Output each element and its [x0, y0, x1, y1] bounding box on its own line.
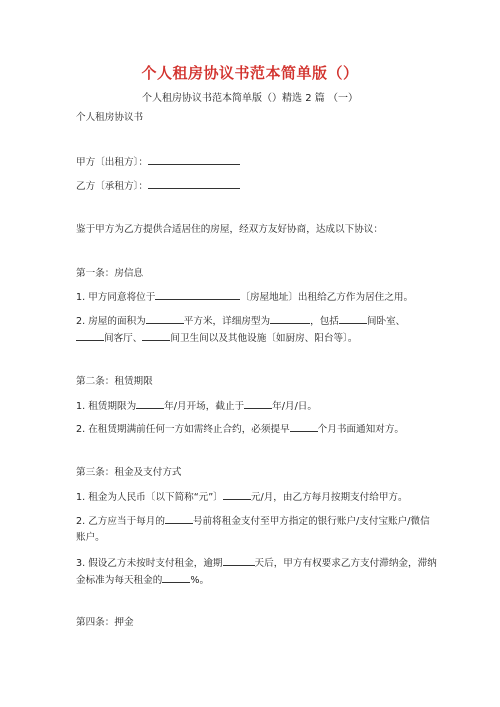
section-3-clause-3-line-2: [76, 572, 416, 589]
clause-text: 号前将租金支付至甲方指定的银行账户/支付宝账户/微信: [192, 516, 430, 527]
address-blank: [155, 289, 240, 300]
section-2-clause-2: [76, 421, 416, 438]
clause-text: 年/月/日。: [272, 401, 317, 412]
bedroom-blank: [339, 313, 367, 324]
party-b-label: 乙方〔承租方〕：: [76, 181, 148, 192]
clause-text: 2. 在租赁期满前任何一方如需终止合约，必须提早: [76, 424, 290, 435]
section-1-clause-2-line-2: [76, 330, 416, 347]
area-blank: [146, 313, 184, 324]
section-3-clause-1: [76, 489, 416, 506]
clause-text: 间卫生间以及其他设施〔如厨房、阳台等〕。: [170, 333, 358, 344]
party-b-blank: [148, 178, 240, 189]
clause-text: 间卧室、: [366, 316, 406, 327]
late-fee-blank: [162, 572, 190, 583]
notice-months-blank: [290, 421, 318, 432]
clause-text: 1. 租金为人民币〔以下简称“元”〕: [76, 492, 223, 503]
clause-text: 个月书面通知对方。: [317, 424, 405, 435]
clause-text: 天后，甲方有权要求乙方支付滞纳金，滞纳: [254, 558, 437, 569]
section-1-heading: 第一条：房信息: [76, 268, 144, 279]
clause-text: 金标准为每天租金的: [76, 575, 163, 586]
party-a-blank: [148, 154, 240, 165]
clause-text: 2. 乙方应当于每月的: [76, 516, 165, 527]
section-3-clause-2-line-1: [76, 513, 430, 530]
party-a-label: 甲方〔出租方〕：: [76, 157, 148, 168]
clause-text: 1. 租赁期限为: [76, 401, 137, 412]
section-2-clause-1: [76, 398, 416, 415]
section-1-clause-2-line-1: [76, 313, 416, 330]
clause-text: ，包括: [310, 316, 339, 327]
start-date-blank: [136, 398, 164, 409]
rent-blank: [223, 489, 251, 500]
party-b-line: [76, 178, 416, 195]
end-date-blank: [244, 398, 272, 409]
overdue-days-blank: [223, 555, 255, 566]
section-3-clause-2-line-2: 账户。: [76, 532, 105, 543]
section-3-heading: 第三条：租金及支付方式: [76, 467, 182, 478]
document-title: 个人租房协议书范本简单版（）: [141, 64, 359, 82]
clause-text: 2. 房屋的面积为: [76, 316, 146, 327]
preamble: 鉴于甲方为乙方提供合适居住的房屋，经双方友好协商，达成以下协议：: [76, 224, 383, 235]
clause-text: 1. 甲方同意将位于: [76, 292, 156, 303]
section-4-heading: 第四条：押金: [76, 617, 134, 628]
clause-text: 间客厅、: [104, 333, 143, 344]
clause-text: 元/月，由乙方每月按期支付给甲方。: [250, 492, 408, 503]
section-3-clause-3-line-1: [76, 555, 437, 572]
bathroom-blank: [142, 330, 170, 341]
clause-text: 3. 假设乙方未按时支付租金，逾期: [76, 558, 223, 569]
doc-heading: 个人租房协议书: [76, 112, 144, 123]
clause-text: %。: [190, 575, 210, 586]
clause-text: 平方米，详细房型为: [183, 316, 271, 327]
document-subtitle: 个人租房协议书范本简单版（）精选 2 篇 （一）: [142, 93, 358, 104]
pay-day-blank: [165, 513, 193, 524]
section-1-clause-1: [76, 289, 416, 306]
layout-blank: [270, 313, 310, 324]
party-a-line: [76, 154, 416, 171]
section-2-heading: 第二条：租赁期限: [76, 376, 153, 387]
clause-text: 〔房屋地址〕出租给乙方作为居住之用。: [240, 292, 414, 303]
clause-text: 年/月开场，截止于: [164, 401, 245, 412]
livingroom-blank: [76, 330, 104, 341]
